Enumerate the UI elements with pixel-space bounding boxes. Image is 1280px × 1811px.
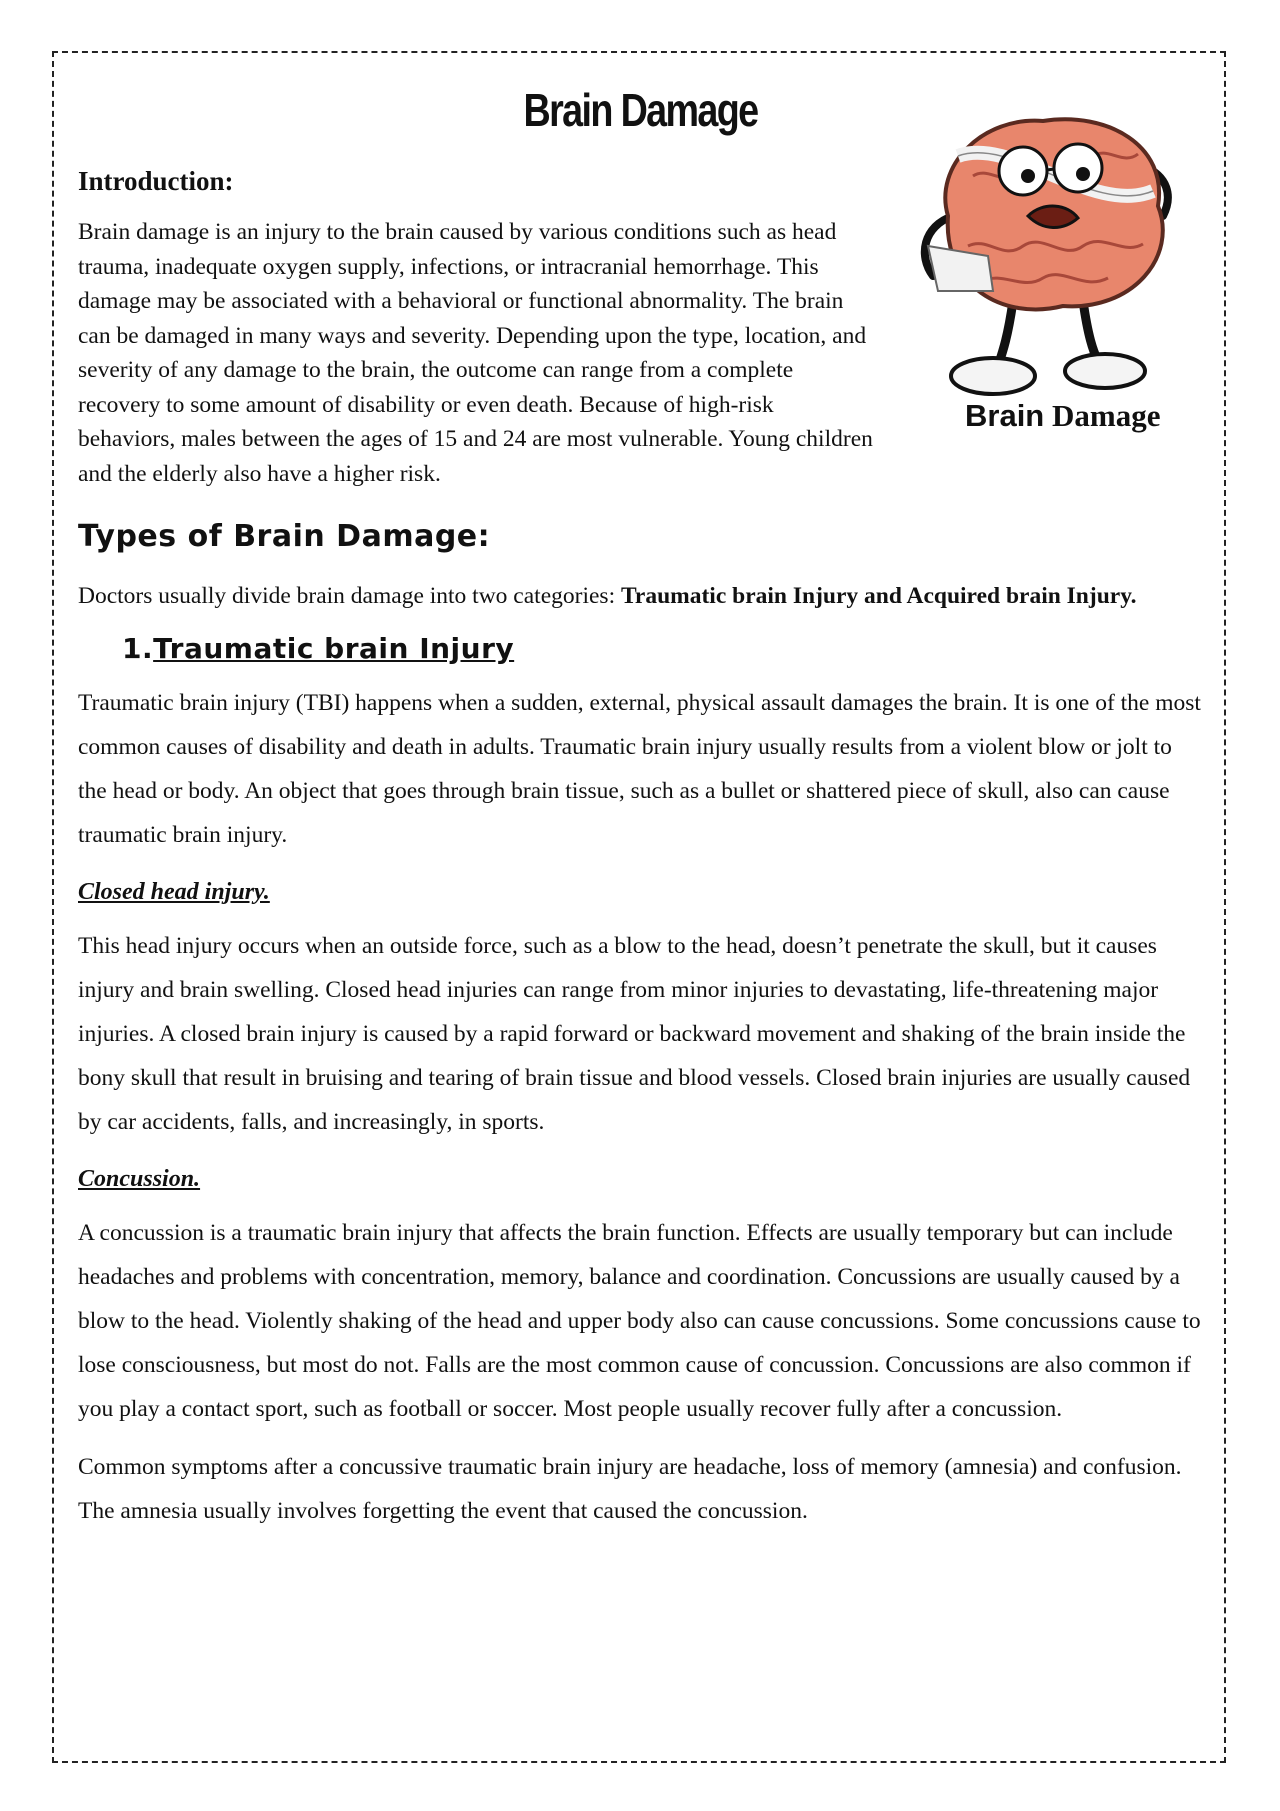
concussion-text: A concussion is a traumatic brain injury that affects the brain function. Effects are usually temporary but can include headaches and problems with concentration, memory, balance and coordination. Concussions are usually caused by a blow to the head. Violently shaking of the head and upper body also can cause concussions. Some concussions cause to lose consciousness, but most do not. Falls are the most common cause of concussion. Concussions are also common if you play a contact sport, such as football or soccer. Most people usually recover fully after a concussion.: [78, 1220, 1201, 1422]
page-title: Brain Damage: [523, 84, 758, 136]
concussion-heading: Concussion.: [78, 1166, 201, 1192]
tbi-heading-text: Traumatic brain Injury: [153, 632, 515, 665]
introduction-heading: Introduction:: [78, 166, 234, 196]
types-heading: Types of Brain Damage:: [78, 519, 491, 554]
caption-damage: Damage: [1052, 398, 1161, 433]
brain-illustration: [893, 96, 1203, 433]
caption-brain: Brain: [965, 398, 1045, 433]
introduction-section: [78, 166, 1203, 491]
tbi-text: Traumatic brain injury (TBI) happens when a sudden, external, physical assault damages the brain. It is one of the most common causes of disability and death in adults. Traumatic brain injury usually results from a violent blow or jolt to the head or body. An object that goes through brain tissue, such as a bullet or shattered piece of skull, also can cause traumatic brain injury.: [78, 690, 1201, 848]
document-body: [78, 70, 1203, 1533]
cartoon-injured-brain-icon: [893, 96, 1203, 396]
types-intro: [78, 574, 1203, 618]
concussion-symptoms-text: Common symptoms after a concussive traumatic brain injury are headache, loss of memory (amnesia) and confusion. The amnesia usually involves forgetting the event that caused the concussion.: [78, 1454, 1182, 1524]
types-intro-text: Doctors usually divide brain damage into two categories:: [78, 583, 621, 609]
brain-caption: [965, 398, 1160, 434]
tbi-number: 1.: [122, 632, 154, 665]
closed-head-text: This head injury occurs when an outside force, such as a blow to the head, doesn’t penetrate the skull, but it causes injury and brain swelling. Closed head injuries can range from minor injuries to devastating, life-threatening major injuries. A closed brain injury is caused by a rapid forward or backward movement and shaking of the brain inside the bony skull that result in bruising and tearing of brain tissue and blood vessels. Closed brain injuries are usually caused by car accidents, falls, and increasingly, in sports.: [78, 933, 1191, 1135]
types-categories: Traumatic brain Injury and Acquired brain Injury.: [620, 583, 1137, 609]
introduction-text: Brain damage is an injury to the brain caused by various conditions such as head trauma, inadequate oxygen supply, infections, or intracranial hemorrhage. This damage may be associated with a behavioral or functional abnormality. The brain can be damaged in many ways and severity. Depending upon the type, location, and severity of any damage to the brain, the outcome can range from a complete recovery to some amount of disability or even death. Because of high-risk behaviors, males between the ages of 15 and 24 are most vulnerable. Young children and the elderly also have a higher risk.: [78, 219, 873, 487]
closed-head-heading: Closed head injury.: [78, 879, 270, 905]
tbi-heading: [122, 632, 1203, 665]
